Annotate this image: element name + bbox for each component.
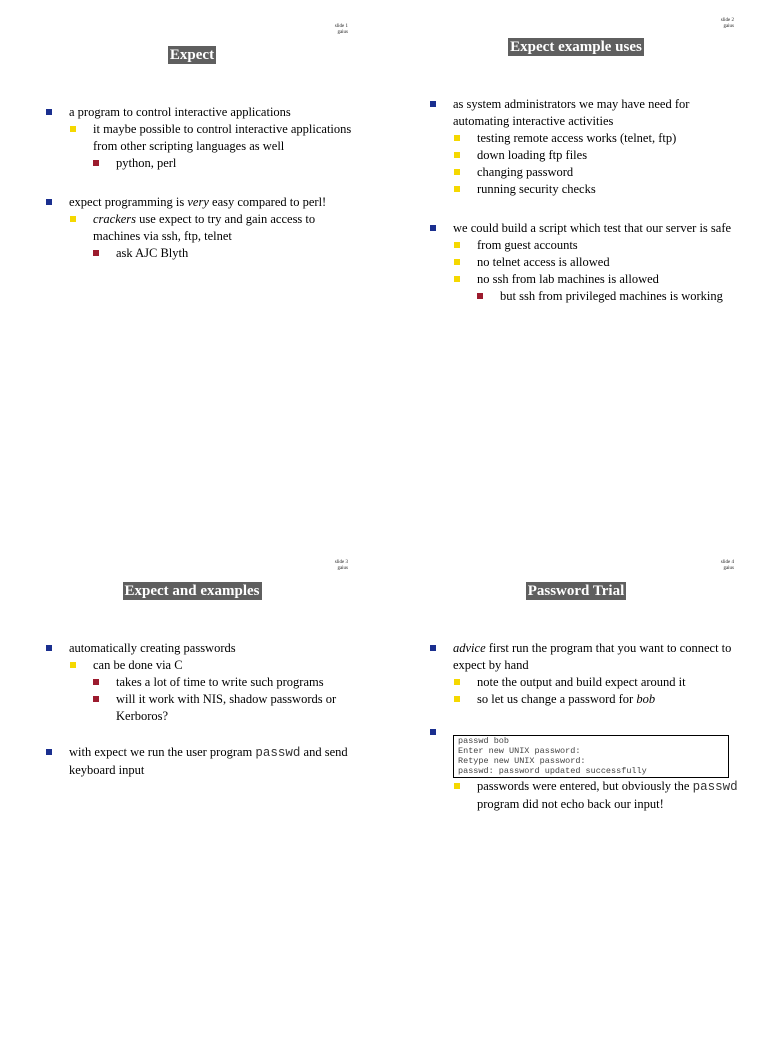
bullet-square-icon xyxy=(477,293,483,299)
bullet-item: takes a lot of time to write such programs xyxy=(46,674,354,691)
code-line: passwd bob xyxy=(458,736,510,746)
bullet-square-icon xyxy=(454,169,460,175)
bullet-item: ask AJC Blyth xyxy=(46,245,354,262)
slide-title: Expect xyxy=(169,47,215,63)
bullet-square-icon xyxy=(46,645,52,651)
bullet-square-icon xyxy=(46,199,52,205)
slide-number: slide 3 gaius xyxy=(334,560,348,571)
bullet-item: no telnet access is allowed xyxy=(430,254,738,271)
bullet-item: no ssh from lab machines is allowed xyxy=(430,271,738,288)
bullet-square-icon xyxy=(93,160,99,166)
code-line: passwd: password updated successfully xyxy=(458,766,647,776)
bullet-square-icon xyxy=(454,783,460,789)
bullet-item: will it work with NIS, shadow passwords or Kerboros? xyxy=(46,691,354,725)
bullet-square-icon xyxy=(430,645,436,651)
bullet-item: can be done via C xyxy=(46,657,354,674)
bullet-item: but ssh from privileged machines is working xyxy=(430,288,738,305)
slide-content xyxy=(430,96,738,305)
bullet-square-icon xyxy=(454,186,460,192)
slide-number: slide 2 gaius xyxy=(720,18,734,29)
bullet-item: a program to control interactive applications xyxy=(46,104,354,121)
slide-3 xyxy=(0,536,384,1048)
bullet-square-icon xyxy=(454,679,460,685)
bullet-square-icon xyxy=(454,259,460,265)
bullet-item: running security checks xyxy=(430,181,738,198)
bullet-square-icon xyxy=(454,696,460,702)
terminal-output-box xyxy=(453,735,729,778)
bullet-item: from guest accounts xyxy=(430,237,738,254)
bullet-item: so let us change a password for bob xyxy=(430,691,738,708)
bullet-item: testing remote access works (telnet, ftp) xyxy=(430,130,738,147)
bullet-item: changing password xyxy=(430,164,738,181)
slide-content xyxy=(46,104,354,262)
bullet-item: with expect we run the user program passwd and send keyboard input xyxy=(46,744,354,779)
slide-2 xyxy=(384,0,768,512)
bullet-square-icon xyxy=(93,696,99,702)
bullet-square-icon xyxy=(454,242,460,248)
bullet-item: we could build a script which test that our server is safe xyxy=(430,220,738,237)
bullet-square-icon xyxy=(430,225,436,231)
bullet-square-icon xyxy=(93,250,99,256)
bullet-square-icon xyxy=(454,152,460,158)
bullet-item: advice first run the program that you want to connect to expect by hand xyxy=(430,640,738,674)
bullet-square-icon xyxy=(46,749,52,755)
slide-title: Expect example uses xyxy=(510,39,642,55)
bullet-square-icon xyxy=(46,109,52,115)
bullet-square-icon xyxy=(70,216,76,222)
slide-number: slide 4 gaius xyxy=(720,560,734,571)
bullet-square-icon xyxy=(454,135,460,141)
code-line: Enter new UNIX password: xyxy=(458,746,581,756)
slide-title: Expect and examples xyxy=(124,583,260,599)
bullet-item: python, perl xyxy=(46,155,354,172)
bullet-item: note the output and build expect around it xyxy=(430,674,738,691)
code-line: Retype new UNIX password: xyxy=(458,756,586,766)
bullet-square-icon xyxy=(70,126,76,132)
slide-number: slide 1 gaius xyxy=(334,24,348,35)
bullet-square-icon xyxy=(454,276,460,282)
bullet-item: passwords were entered, but obviously the passwd program did not echo back our input! xyxy=(430,778,738,813)
slide-4 xyxy=(384,536,768,1048)
bullet-item: down loading ftp files xyxy=(430,147,738,164)
code-bullet-item xyxy=(430,727,738,778)
slide-content xyxy=(46,640,354,779)
slide-content xyxy=(430,640,738,813)
bullet-item: crackers use expect to try and gain access to machines via ssh, ftp, telnet xyxy=(46,211,354,245)
slide-title: Password Trial xyxy=(527,583,625,599)
bullet-item: expect programming is very easy compared to perl! xyxy=(46,194,354,211)
bullet-item: automatically creating passwords xyxy=(46,640,354,657)
bullet-item: it maybe possible to control interactive applications from other scripting languages as well xyxy=(46,121,354,155)
bullet-square-icon xyxy=(93,679,99,685)
bullet-square-icon xyxy=(430,729,436,735)
bullet-item: as system administrators we may have need for automating interactive activities xyxy=(430,96,738,130)
bullet-square-icon xyxy=(70,662,76,668)
slide-1 xyxy=(0,0,384,512)
bullet-square-icon xyxy=(430,101,436,107)
